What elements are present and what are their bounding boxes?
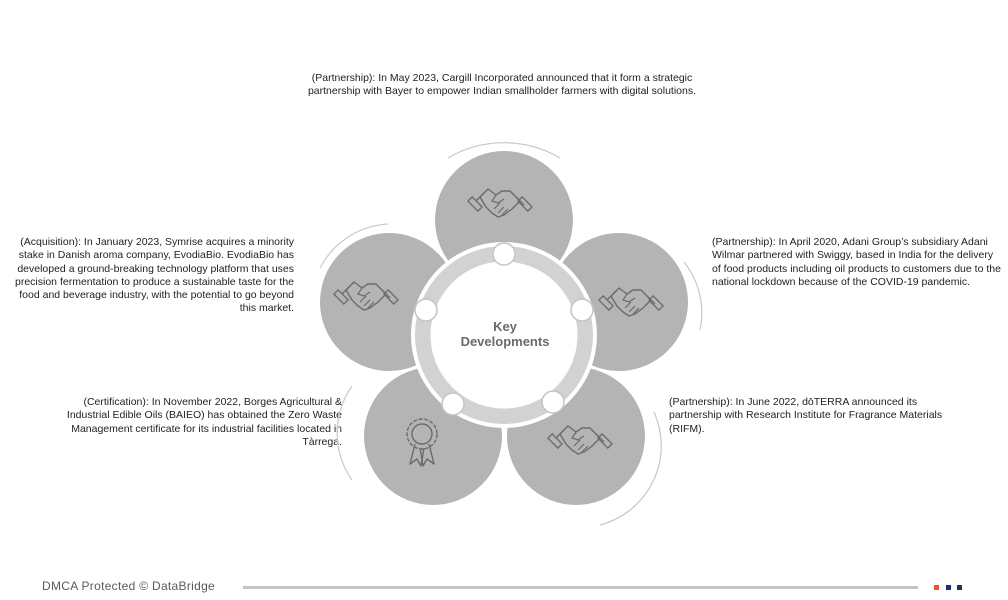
accent-square-orange <box>934 585 939 590</box>
center-title-line2: Developments <box>460 334 550 349</box>
accent-square-navy <box>946 585 951 590</box>
note-partnership-doterra: (Partnership): In June 2022, dōTERRA announced its partnership with Research Institute for Fragrance Materials (RIFM). <box>669 396 943 435</box>
footer-divider <box>243 586 918 589</box>
note-certification-borges: (Certification): In November 2022, Borges Agricultural & Industrial Edible Oils (BAIEO) has obtained the Zero Waste Management certificate for its industrial facilities located in Tàrrega. <box>66 396 342 448</box>
ring-node-right <box>571 299 593 321</box>
center-title-line1: Key <box>493 319 517 334</box>
petal-outline-arc-left-bottom <box>337 386 352 480</box>
ring-node-top <box>493 243 515 265</box>
note-partnership-cargill: (Partnership): In May 2023, Cargill Incorporated announced that it form a strategic partnership with Bayer to empower Indian smallholder farmers with digital solutions. <box>307 72 697 98</box>
ring-node-left-bottom <box>442 393 464 415</box>
note-partnership-adani: (Partnership): In April 2020, Adani Group’s subsidiary Adani Wilmar partnered with Swiggy, based in India for the delivery of food products including oil products to customers due to the national lockdown because of the COVID-19 pandemic. <box>712 236 1001 288</box>
footer-copyright: DMCA Protected © DataBridge <box>42 579 216 593</box>
ring-node-right-bottom <box>542 391 564 413</box>
note-acquisition-symrise: (Acquisition): In January 2023, Symrise acquires a minority stake in Danish aroma company, EvodiaBio. EvodiaBio has developed a ground-breaking technology platform that uses precision fermentation to produce a sustainable taste for the food and beverage industry, with the potential to go beyond this market. <box>15 236 294 315</box>
accent-square-dark <box>957 585 962 590</box>
ring-node-left <box>415 299 437 321</box>
